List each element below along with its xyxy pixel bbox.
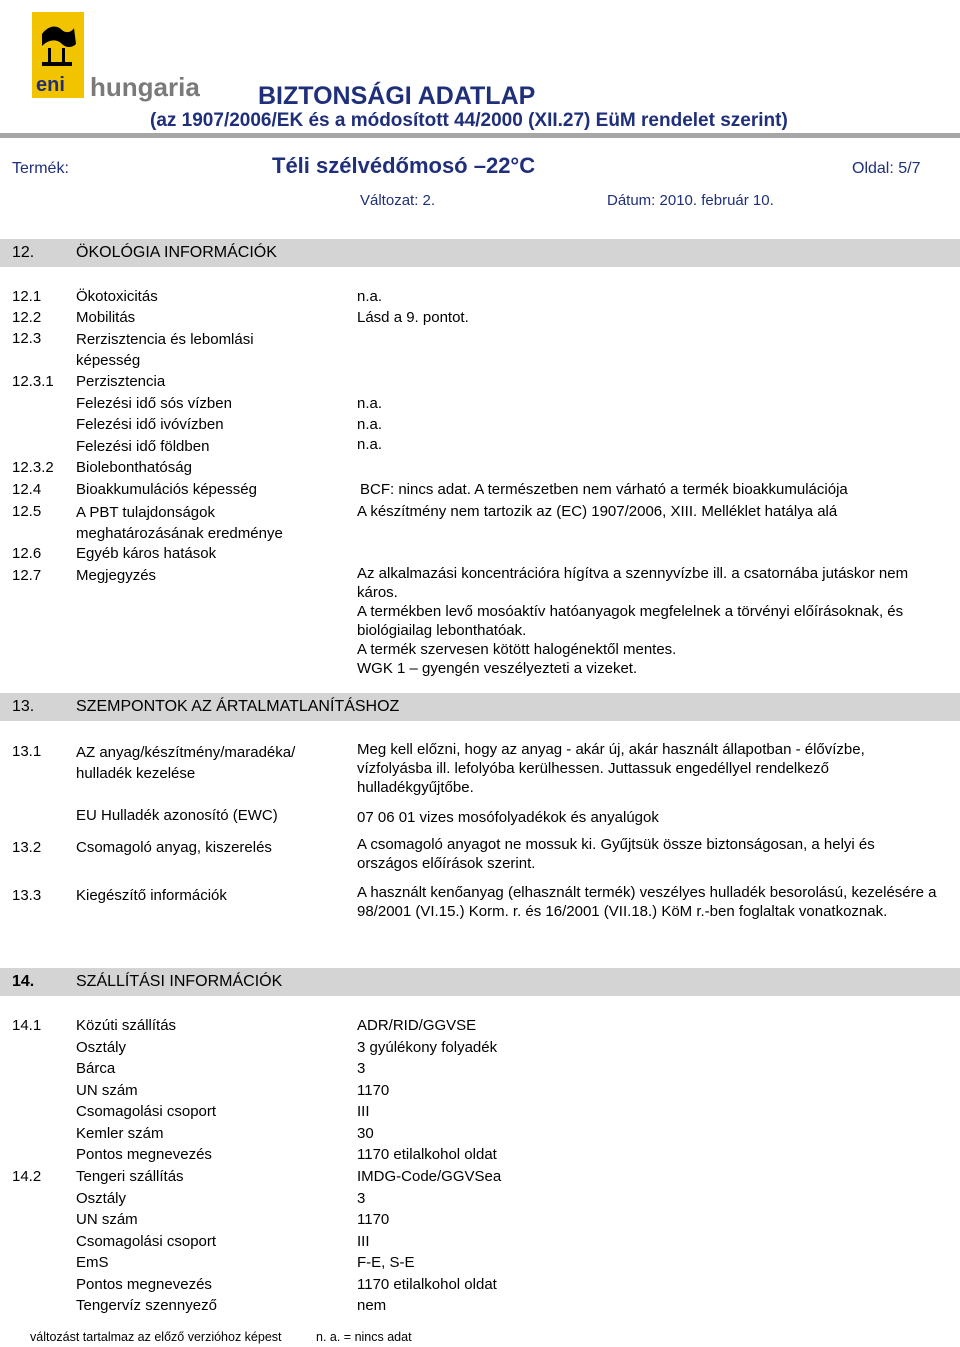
row-num: 12.6 xyxy=(12,545,42,562)
row-value: A használt kenőanyag (elhasznált termék) veszélyes hulladék besorolású, kezelésére a 98/2001 (VI.15.) Korm. r. és 16/2001 (VII.18.) KöM r.-ben foglaltak vonatkoznak. xyxy=(357,884,937,920)
row-value: 1170 xyxy=(357,1211,390,1228)
row-label: Felezési idő sós vízben xyxy=(76,395,232,412)
date: Dátum: 2010. február 10. xyxy=(607,192,774,209)
row-label: Mobilitás xyxy=(76,309,136,326)
footer-change-note: változást tartalmaz az előző verzióhoz képest xyxy=(30,1330,282,1344)
row-num: 12.7 xyxy=(12,567,42,584)
section-12-header xyxy=(0,239,960,267)
section-title: SZEMPONTOK AZ ÁRTALMATLANÍTÁSHOZ xyxy=(76,698,400,715)
row-label: Közúti szállítás xyxy=(76,1017,177,1034)
version: Változat: 2. xyxy=(360,192,436,209)
row-value: BCF: nincs adat. A természetben nem várható a termék bioakkumulációja xyxy=(360,481,848,498)
section-title: ÖKOLÓGIA INFORMÁCIÓK xyxy=(76,244,277,261)
row-label: Perzisztencia xyxy=(76,373,166,390)
row-value: IMDG-Code/GGVSea xyxy=(357,1168,502,1185)
row-value: 3 xyxy=(357,1190,366,1207)
row-value: 1170 etilalkohol oldat xyxy=(357,1146,497,1163)
eni-hungaria-logo xyxy=(28,8,228,104)
section-number: 13. xyxy=(12,698,35,715)
row-label: UN szám xyxy=(76,1082,138,1099)
note: WGK 1 – gyengén veszélyezteti a vizeket. xyxy=(357,660,638,677)
row-num: 12.2 xyxy=(12,309,42,326)
row-label: EU Hulladék azonosító (EWC) xyxy=(76,807,278,824)
row-label: Felezési idő földben xyxy=(76,438,210,455)
row-value: ADR/RID/GGVSE xyxy=(357,1017,477,1034)
row-label: UN szám xyxy=(76,1211,138,1228)
row-value: III xyxy=(357,1103,370,1120)
row-label: EmS xyxy=(76,1254,109,1271)
row-value: n.a. xyxy=(357,395,383,412)
row-value: III xyxy=(357,1233,370,1250)
document-subtitle: (az 1907/2006/EK és a módosított 44/2000 (XII.27) EüM rendelet szerint) xyxy=(150,110,788,131)
svg-text:hungaria: hungaria xyxy=(90,72,200,102)
row-value: A csomagoló anyagot ne mossuk ki. Gyűjtsük össze biztonságosan, a helyi és országos előírások szerint. xyxy=(357,836,875,872)
row-num: 13.1 xyxy=(12,743,42,760)
page-number: Oldal: 5/7 xyxy=(852,160,921,177)
row-label: Egyéb káros hatások xyxy=(76,545,217,562)
row-num: 13.3 xyxy=(12,887,42,904)
row-value: F-E, S-E xyxy=(357,1254,415,1271)
row-label: Megjegyzés xyxy=(76,567,157,584)
row-label: Kiegészítő információk xyxy=(76,887,227,904)
row-label: Osztály xyxy=(76,1039,127,1056)
row-num: 12.5 xyxy=(12,503,42,520)
row-label: Csomagoló anyag, kiszerelés xyxy=(76,839,272,856)
row-value: 07 06 01 vizes mosófolyadékok és anyalúgok xyxy=(357,809,659,826)
row-value: Az alkalmazási koncentrációra hígítva a szennyvízbe ill. a csatornába jutáskor nem káros. xyxy=(357,565,909,601)
section-title: SZÁLLÍTÁSI INFORMÁCIÓK xyxy=(76,973,283,990)
row-label: Ökotoxicitás xyxy=(76,288,158,305)
product-label: Termék: xyxy=(12,160,69,177)
row-value: 3 gyúlékony folyadék xyxy=(357,1039,498,1056)
note: A termék szervesen kötött halogénektől mentes. xyxy=(357,641,677,658)
section-14-header xyxy=(0,968,960,996)
row-value: n.a. xyxy=(357,416,383,433)
header-divider xyxy=(0,133,960,138)
row-label: Rerzisztencia és lebomlási képesség xyxy=(76,331,254,369)
row-num: 14.2 xyxy=(12,1168,42,1185)
row-num: 12.3 xyxy=(12,330,42,347)
note: A termékben levő mosóaktív hatóanyagok megfelelnek a törvényi előírásoknak, és biológiailag lebonthatóak. xyxy=(357,603,904,639)
row-value: 1170 etilalkohol oldat xyxy=(357,1276,497,1293)
row-label: A PBT tulajdonságok meghatározásának eredménye xyxy=(76,504,283,542)
row-value: n.a. xyxy=(357,436,383,453)
row-label: Pontos megnevezés xyxy=(76,1146,212,1163)
row-num: 12.4 xyxy=(12,481,42,498)
row-label: Kemler szám xyxy=(76,1125,164,1142)
row-value: 1170 xyxy=(357,1082,390,1099)
product-name: Téli szélvédőmosó –22°C xyxy=(272,153,536,178)
row-value: 3 xyxy=(357,1060,366,1077)
row-num: 14.1 xyxy=(12,1017,42,1034)
row-value: A készítmény nem tartozik az (EC) 1907/2006, XIII. Melléklet hatálya alá xyxy=(357,503,838,520)
row-label: Osztály xyxy=(76,1190,127,1207)
row-value: n.a. xyxy=(357,288,383,305)
row-label: Biolebonthatóság xyxy=(76,459,192,476)
row-value: 30 xyxy=(357,1125,374,1142)
document-title: BIZTONSÁGI ADATLAP xyxy=(258,82,536,110)
svg-text:eni: eni xyxy=(36,74,65,96)
row-label: Csomagolási csoport xyxy=(76,1103,217,1120)
section-13-header xyxy=(0,693,960,721)
row-label: Bárca xyxy=(76,1060,116,1077)
footer-na-legend: n. a. = nincs adat xyxy=(316,1330,412,1344)
row-label: Tengeri szállítás xyxy=(76,1168,184,1185)
row-label: Tengervíz szennyező xyxy=(76,1297,217,1314)
row-num: 13.2 xyxy=(12,839,42,856)
row-label: Bioakkumulációs képesség xyxy=(76,481,257,498)
row-num: 12.3.1 xyxy=(12,373,54,390)
row-label: Csomagolási csoport xyxy=(76,1233,217,1250)
row-label: AZ anyag/készítmény/maradéka/ hulladék kezelése xyxy=(76,744,296,782)
section-number: 12. xyxy=(12,244,35,261)
row-value: Lásd a 9. pontot. xyxy=(357,309,469,326)
row-label: Felezési idő ivóvízben xyxy=(76,416,224,433)
row-num: 12.3.2 xyxy=(12,459,54,476)
row-num: 12.1 xyxy=(12,288,42,305)
section-number: 14. xyxy=(12,973,35,990)
row-label: Pontos megnevezés xyxy=(76,1276,212,1293)
row-value: nem xyxy=(357,1297,387,1314)
row-value: Meg kell előzni, hogy az anyag - akár új, akár használt állapotban - élővízbe, vízfolyásba ill. lefolyóba kerülhessen. Juttassuk engedéllyel rendelkező hulladékgyűjtőbe. xyxy=(357,741,865,796)
